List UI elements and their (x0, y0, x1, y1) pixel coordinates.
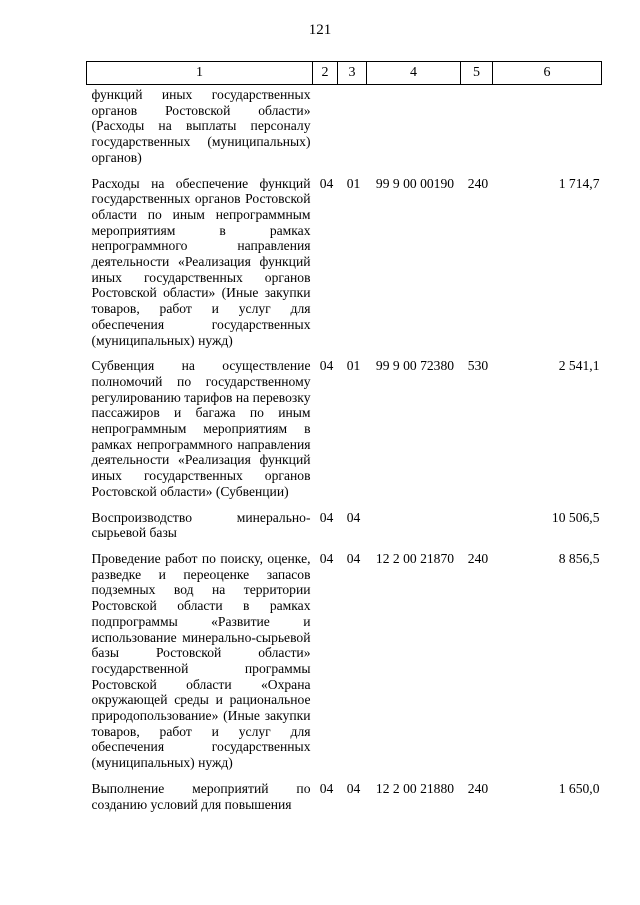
row-subsection: 01 (346, 175, 361, 191)
row-amount (493, 85, 602, 166)
header-col-1: 1 (87, 62, 313, 85)
header-col-5: 5 (461, 62, 493, 85)
header-col-6: 6 (493, 62, 602, 85)
row-description: Выполнение мероприятий по созданию условий для повышения (91, 780, 311, 812)
row-expense-type: 240 (467, 550, 489, 566)
table-row (87, 771, 602, 812)
row-subsection: 01 (346, 358, 361, 374)
table-row (87, 541, 602, 771)
row-section: 04 (319, 780, 334, 796)
row-expense-type (461, 85, 493, 166)
row-description: функций иных государственных органов Ростовской области» (Расходы на выплаты персоналу государственных (муниципальных) органов) (91, 87, 311, 165)
row-amount: 1 650,0 (558, 780, 600, 796)
row-amount: 8 856,5 (558, 550, 600, 566)
row-amount: 10 506,5 (551, 509, 600, 525)
row-expense-type: 530 (467, 358, 489, 374)
row-description: Воспроизводство минерально-сырьевой базы (91, 509, 311, 541)
row-section: 04 (319, 550, 334, 566)
row-subsection: 04 (346, 509, 361, 525)
row-target-article: 12 2 00 21880 (375, 780, 455, 796)
row-target-article (367, 500, 461, 541)
page-number: 121 (308, 22, 332, 38)
row-section: 04 (319, 358, 334, 374)
row-subsection: 04 (346, 550, 361, 566)
row-description: Расходы на обеспечение функций государственных органов Ростовской области по иным непрограммным мероприятиям в рамках непрограммного направления деятельности «Реализация функций иных государственных органов Ростовской области» (Иные закупки товаров, работ и услуг для обеспечения государственных (муниципальных) нужд) (91, 175, 311, 348)
row-target-article: 99 9 00 00190 (375, 175, 455, 191)
row-expense-type (461, 500, 493, 541)
row-expense-type: 240 (467, 780, 489, 796)
row-expense-type: 240 (467, 175, 489, 191)
row-subsection: 04 (346, 780, 361, 796)
row-description: Субвенция на осуществление полномочий по государственному регулированию тарифов на перевозку пассажиров и багажа по иным непрограммным мероприятиям в рамках непрограммного направления деятельности «Реализация функций иных государственных органов Ростовской области» (Субвенции) (91, 358, 311, 499)
row-section (313, 85, 338, 166)
table-row (87, 348, 602, 499)
row-amount: 2 541,1 (558, 358, 600, 374)
row-target-article: 12 2 00 21870 (375, 550, 455, 566)
row-target-article (367, 85, 461, 166)
row-section: 04 (319, 509, 334, 525)
row-section: 04 (319, 175, 334, 191)
table-row (87, 85, 602, 166)
header-col-4: 4 (367, 62, 461, 85)
row-amount: 1 714,7 (558, 175, 600, 191)
row-description: Проведение работ по поиску, оценке, разведке и переоценке запасов подземных вод на территории Ростовской области в рамках подпрограммы «Развитие и использование минерально-сырьевой базы Ростовской области» государственной программы Ростовской области «Охрана окружающей среды и рациональное природопользование» (Иные закупки товаров, работ и услуг для обеспечения государственных (муниципальных) нужд) (91, 550, 311, 771)
row-subsection (338, 85, 367, 166)
row-target-article: 99 9 00 72380 (375, 358, 455, 374)
header-col-2: 2 (313, 62, 338, 85)
table-row (87, 500, 602, 541)
budget-table (86, 61, 602, 812)
header-col-3: 3 (338, 62, 367, 85)
table-row (87, 166, 602, 349)
header-row (87, 62, 602, 85)
